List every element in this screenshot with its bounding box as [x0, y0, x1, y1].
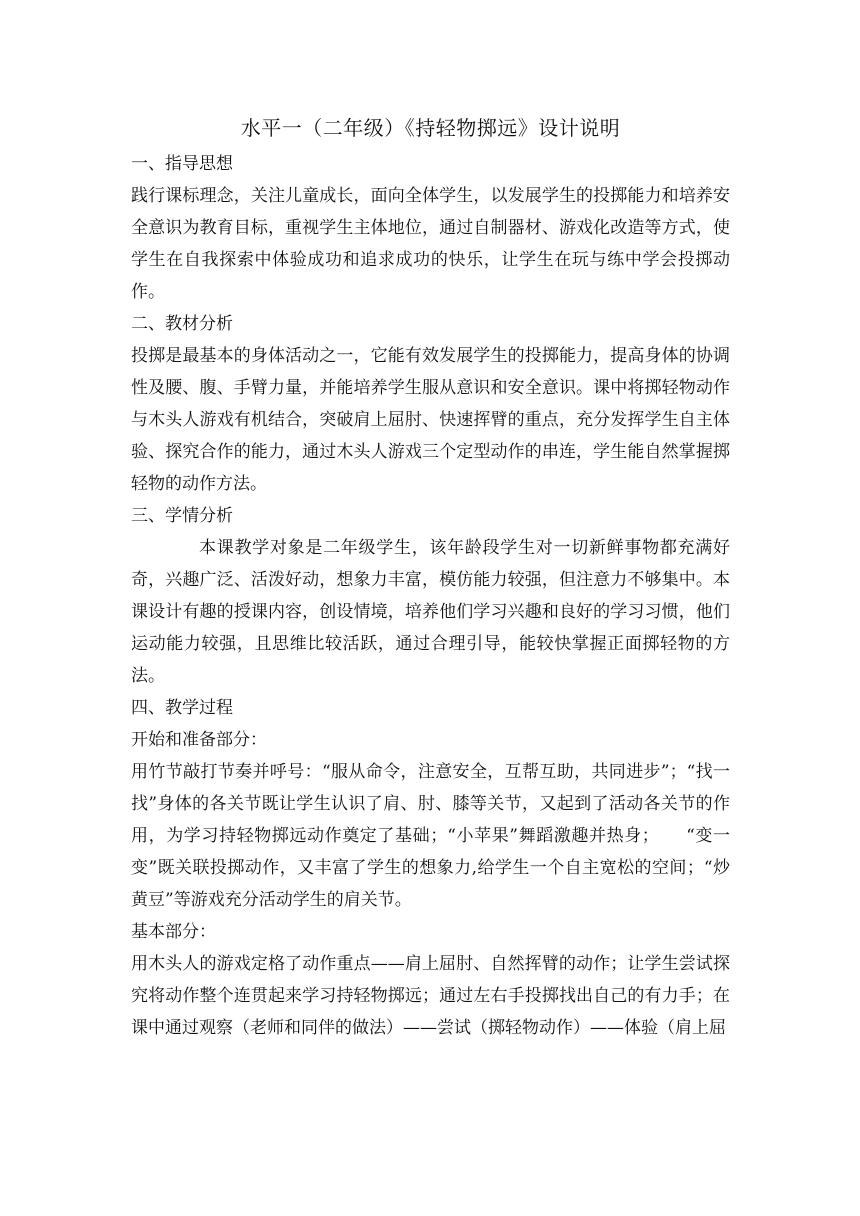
document-body — [131, 112, 730, 1044]
section-heading-guiding-ideology: 一、指导思想 — [131, 154, 233, 174]
paragraph-guiding-ideology: 践行课标理念，关注儿童成长，面向全体学生，以发展学生的投掷能力和培养安全意识为教育目标，重视学生主体地位，通过自制器材、游戏化改造等方式，使学生在自我探索中体验成功和追求成功的快乐，让学生在玩与练中学会投掷动作。 — [131, 186, 730, 302]
document-title: 水平一（二年级）《持轻物掷远》设计说明 — [240, 116, 621, 140]
paragraph-student-analysis: 本课教学对象是二年级学生，该年龄段学生对一切新鲜事物都充满好奇，兴趣广泛、活泼好动，想象力丰富，模仿能力较强，但注意力不够集中。本课设计有趣的授课内容，创设情境，培养他们学习兴趣和良好的学习习惯，他们运动能力较强，且思维比较活跃，通过合理引导，能较快掌握正面掷轻物的方法。 — [131, 538, 730, 686]
paragraph-basic-part: 用木头人的游戏定格了动作重点——肩上屈肘、自然挥臂的动作；让学生尝试探究将动作整个连贯起来学习持轻物掷远；通过左右手投掷找出自己的有力手；在课中通过观察（老师和同伴的做法）——尝试（掷轻物动作）——体验（肩上屈 — [131, 954, 730, 1038]
subheading-warmup-part: 开始和准备部分： — [131, 730, 267, 750]
section-heading-student-analysis: 三、学情分析 — [131, 506, 233, 526]
section-heading-teaching-process: 四、教学过程 — [131, 698, 233, 718]
paragraph-material-analysis: 投掷是最基本的身体活动之一，它能有效发展学生的投掷能力，提高身体的协调性及腰、腹、手臂力量，并能培养学生服从意识和安全意识。课中将掷轻物动作与木头人游戏有机结合，突破肩上屈肘、快速挥臂的重点，充分发挥学生自主体验、探究合作的能力，通过木头人游戏三个定型动作的串连，学生能自然掌握掷轻物的动作方法。 — [131, 346, 730, 494]
paragraph-warmup-part: 用竹节敲打节奏并呼号：“服从命令，注意安全，互帮互助，共同进步”；“找一找”身体的各关节既让学生认识了肩、肘、膝等关节，又起到了活动各关节的作用，为学习持轻物掷远动作奠定了基础；“小苹果”舞蹈激趣并热身； “变一变”既关联投掷动作，又丰富了学生的想象力,给学生一个自主宽松的空间；“炒黄豆”等游戏充分活动学生的肩关节。 — [131, 762, 730, 910]
section-heading-material-analysis: 二、教材分析 — [131, 314, 233, 334]
subheading-basic-part: 基本部分： — [131, 922, 216, 942]
